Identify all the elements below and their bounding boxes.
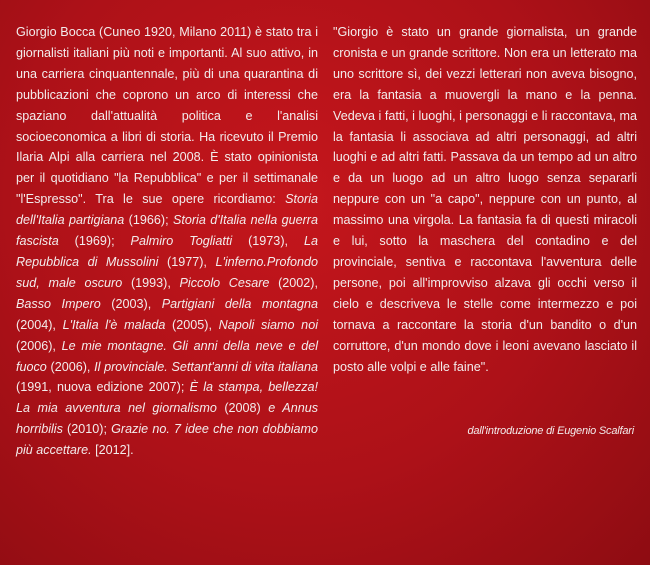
book-title: L'Italia l'è malada	[62, 317, 166, 332]
book-title: È la stampa, bellezza! La mia avventura nel giornalismo	[16, 380, 319, 416]
bio-text-run: (1991, nuova edizione 2007);	[16, 380, 190, 395]
bio-text-run: (2004),	[16, 317, 63, 332]
book-title: Napoli siamo noi	[218, 317, 318, 332]
book-title: Grazie no. 7 idee che non dobbiamo più accettare.	[16, 422, 318, 458]
quote-column	[333, 22, 637, 377]
book-title: L'inferno.Profondo sud, male oscuro	[16, 254, 318, 290]
book-title: Piccolo Cesare	[179, 275, 270, 290]
bio-text-run: (2008)	[216, 401, 269, 416]
book-title: Basso Impero	[16, 296, 101, 311]
bio-text-run: (2005),	[165, 317, 219, 332]
bio-text-run: (1993),	[122, 275, 180, 290]
bio-text-run: (2006),	[16, 338, 62, 353]
author-bio-column	[16, 22, 318, 461]
book-title: Storia dell'Italia partigiana	[16, 192, 318, 228]
bio-text-run: (2002),	[269, 275, 318, 290]
book-title: La Repubblica di Mussolini	[16, 234, 318, 269]
author-bio-text	[16, 22, 318, 461]
bio-text-run: (1969);	[58, 234, 131, 249]
book-title: Storia d'Italia nella guerra fascista	[16, 213, 318, 249]
bio-text-run: Giorgio Bocca (Cuneo 1920, Milano 2011) è stato tra i giornalisti italiani più noti e importanti. Al suo attivo, in una carriera cinquantennale, più di una quarantina di pubblicazioni che coprono un arco di interessi che spaziano dall'attualità politica e l'analisi socioeconomica a libri di storia. Ha ricevuto il Premio Ilaria Alpi alla carriera nel 2008. È stato opinionista per il quotidiano "la Repubblica" e per il settimanale "l'Espresso". Tra le sue opere ricordiamo:	[16, 25, 318, 207]
bio-text-run: (1966);	[124, 213, 173, 228]
bio-text-run: (1973),	[232, 234, 304, 249]
bio-text-run: [2012].	[91, 443, 134, 458]
bio-text-run: (1977),	[158, 254, 216, 269]
book-title: Il provinciale. Settant'anni di vita italiana	[94, 359, 318, 374]
quote-attribution: dall'introduzione di Eugenio Scalfari	[467, 425, 634, 437]
book-title: e Annus horribilis	[16, 401, 318, 437]
bio-text-run: (2010);	[62, 422, 112, 437]
book-title: Partigiani della montagna	[161, 296, 318, 311]
bio-text-run: (2003),	[100, 296, 162, 311]
bio-text-run: (2006),	[46, 359, 95, 374]
scalfari-quote: "Giorgio è stato un grande giornalista, un grande cronista e un grande scrittore. Non era un letterato ma uno scrittore sì, dei vezzi letterari non aveva bisogno, era la fantasia a muovergli la mano e la penna. Vedeva i fatti, i luoghi, i personaggi e li raccontava, ma la fantasia li associava ad altri personaggi, ad altri luoghi e ad altri fatti. Passava da un tempo ad un altro e da un luogo ad un altro luogo senza separarli neppure con un "a capo", neppure con un punto, al massimo una virgola. La fantasia fa di questi miracoli e lui, sotto la maschera del contadino e del provinciale, sentiva e raccontava l'avventura delle persone, poi all'improvviso alzava gli occhi verso il cielo e descriveva le stelle come intermezzo e poi tornava a raccontare la storia d'un bandito o d'un corruttore, d'un mondo dove i leoni avevano lasciato il posto alle volpi e alle faine".	[333, 25, 637, 374]
book-title: Le mie montagne. Gli anni della neve e del fuoco	[16, 338, 318, 374]
book-title: Palmiro Togliatti	[130, 234, 233, 249]
